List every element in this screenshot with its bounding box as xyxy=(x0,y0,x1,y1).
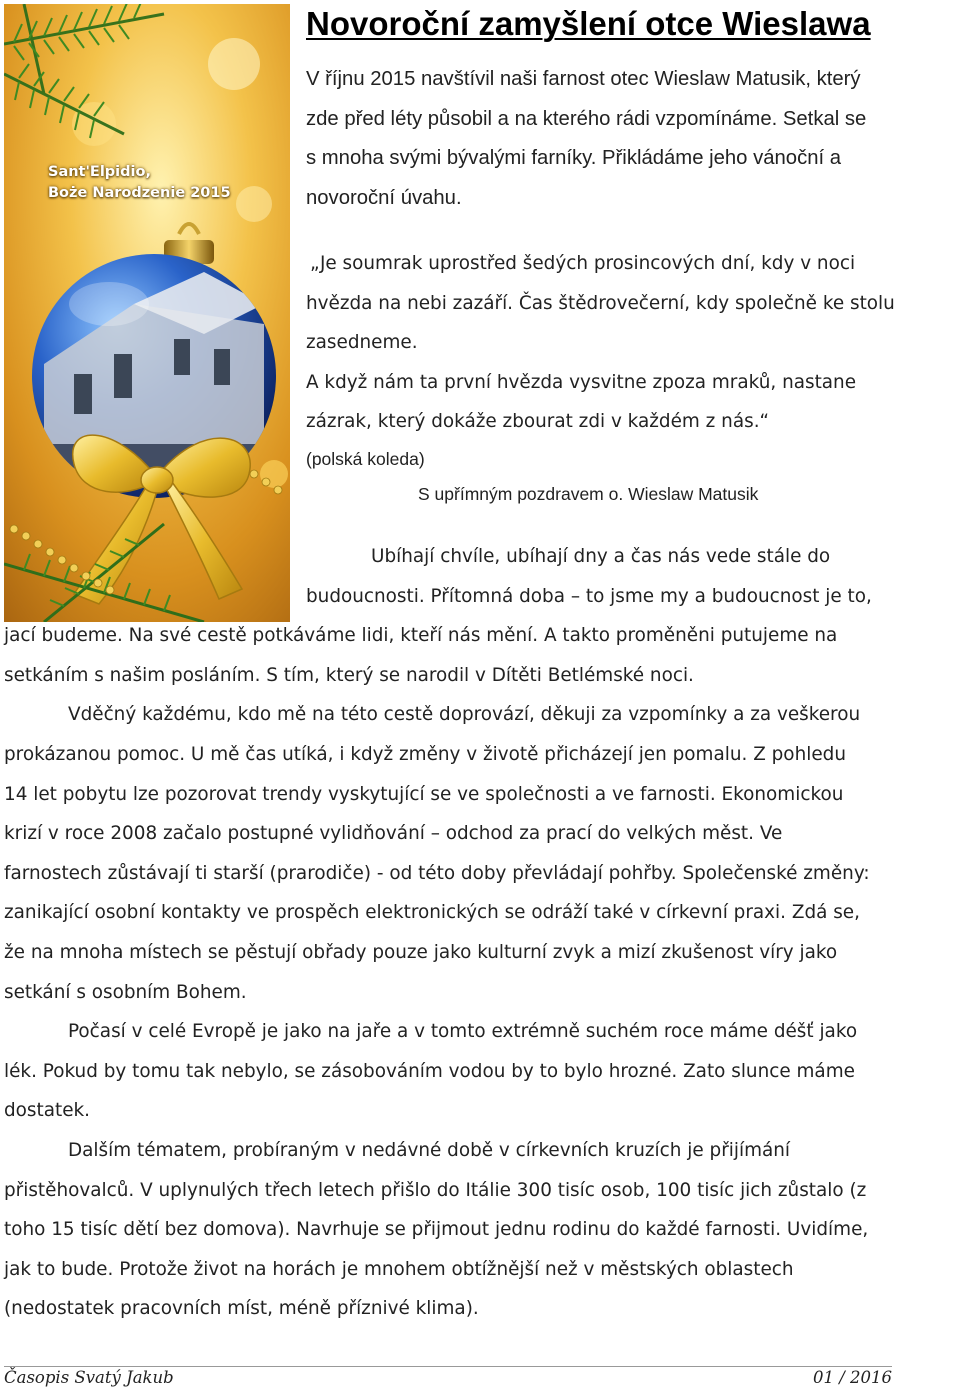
footer-divider xyxy=(4,1366,892,1367)
body-line: dostatek. xyxy=(4,1100,91,1122)
article-intro xyxy=(306,60,956,218)
body-line: Vděčný každému, kdo mě na této cestě doprovází, děkuji za vzpomínky a za veškerou xyxy=(68,704,861,726)
quote-line: zázrak, který dokáže zbourat zdi v každém z nás.“ xyxy=(306,411,770,433)
quote-source: (polská koleda) xyxy=(306,449,425,469)
body-line: Počasí v celé Evropě je jako na jaře a v tomto extrémně suchém roce máme déšť jako xyxy=(68,1021,858,1043)
intro-line: zde před léty působil a na kterého rádi vzpomínáme. Setkal se xyxy=(306,107,867,130)
body-line: že na mnoha místech se pěstují obřady pouze jako kulturní zvyk a mizí zkušenost víry jako xyxy=(4,941,838,963)
body-line: prokázanou pomoc. U mě čas utíká, i když změny v životě přicházejí jen pomalu. Z pohledu xyxy=(4,743,846,765)
intro-line: V říjnu 2015 navštívil naši farnost otec Wieslaw Matusik, který xyxy=(306,68,861,90)
quote-line: „Je soumrak uprostřed šedých prosincových dní, kdy v noci xyxy=(310,253,856,274)
quote-line: hvězda na nebi zazáří. Čas štědrovečerní, kdy společně ke stolu xyxy=(306,292,895,314)
article-title: Novoroční zamyšlení otce Wieslawa xyxy=(306,5,871,42)
body-line: Dalším tématem, probíraným v nedávné době v církevních kruzích je přijímání xyxy=(68,1139,791,1161)
body-line: lék. Pokud by tomu tak nebylo, se zásobováním vodou by to bylo hrozné. Zato slunce máme xyxy=(4,1060,855,1082)
body-line: přistěhovalců. V uplynulých třech letech přišlo do Itálie 300 tisíc osob, 100 tisíc jich zůstalo (z xyxy=(4,1179,867,1201)
body-line: setkáním s našim posláním. S tím, který se narodil v Dítěti Betlémské noci. xyxy=(4,664,694,686)
body-line: 14 let pobytu lze pozorovat trendy vyskytující se ve společnosti a ve farnosti. Ekonomickou xyxy=(4,783,844,805)
quote-line: A když nám ta první hvězda vysvitne zpoza mraků, nastane xyxy=(306,371,857,393)
issue-number: 01 / 2016 xyxy=(812,1368,892,1387)
body-line: Ubíhají chvíle, ubíhají dny a čas nás vede stále do xyxy=(371,546,831,567)
body-line: (nedostatek pracovních míst, méně příznivé klima). xyxy=(4,1298,479,1320)
body-line: krizí v roce 2008 začalo postupné vylidňování – odchod za prací do velkých měst. Ve xyxy=(4,823,783,845)
carol-quote xyxy=(306,244,960,442)
card-caption-place: Sant'Elpidio, xyxy=(48,164,151,180)
christmas-ornament-illustration xyxy=(4,4,290,622)
article-body xyxy=(4,537,960,1329)
body-line: setkání s osobním Bohem. xyxy=(4,981,247,1003)
card-caption-greeting: Boże Narodzenie 2015 xyxy=(48,185,231,201)
christmas-card-image xyxy=(4,4,290,622)
body-line: jací budeme. Na své cestě potkáváme lidi, kteří nás mění. A takto proměněni putujeme na xyxy=(4,625,838,647)
body-line: farnostech zůstávají ti starší (prarodiče) - od této doby převládají pohřby. Společenské změny: xyxy=(4,862,870,884)
magazine-name: Časopis Svatý Jakub xyxy=(4,1368,174,1387)
author-signature: S upřímným pozdravem o. Wieslaw Matusik xyxy=(418,484,759,504)
body-line: jak to bude. Protože život na horách je mnohem obtížnější než v městských oblastech xyxy=(4,1258,794,1280)
intro-line: novoroční úvahu. xyxy=(306,186,462,209)
page-footer xyxy=(4,1366,892,1390)
card-caption xyxy=(48,162,278,204)
body-line: toho 15 tisíc dětí bez domova). Navrhuje se přijmout jednu rodinu do každé farnosti. Uvidíme, xyxy=(4,1219,869,1241)
body-line: zanikající osobní kontakty ve prospěch elektronických se odráží také v církevní praxi. Zdá se, xyxy=(4,902,860,924)
intro-line: s mnoha svými bývalými farníky. Přikládáme jeho vánoční a xyxy=(306,147,842,170)
body-line: budoucnosti. Přítomná doba – to jsme my a budoucnost je to, xyxy=(306,585,872,607)
quote-line: zasedneme. xyxy=(306,332,418,354)
